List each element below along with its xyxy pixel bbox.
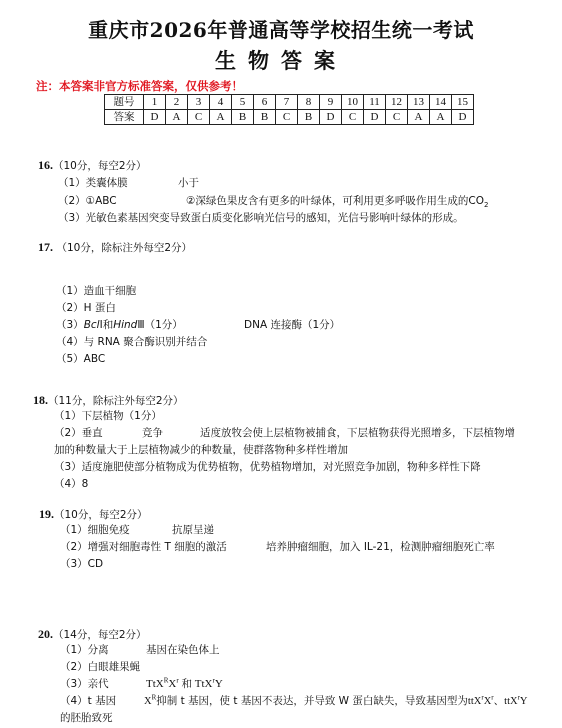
q20-number: 20. — [38, 627, 53, 641]
q19-answer1a: （1）细胞免疫 — [60, 524, 130, 536]
q16-answer1: （1）类囊体膜 — [58, 177, 128, 189]
answer-cell: C — [188, 110, 210, 125]
q16-answer2b-text: ②深绿色果皮含有更多的叶绿体，可利用更多呼吸作用生成的 — [186, 195, 469, 207]
q18-line2 — [54, 425, 515, 441]
question-number-row — [105, 95, 474, 110]
qnum-cell: 11 — [364, 95, 386, 110]
answer-cell: C — [386, 110, 408, 125]
q19-line1 — [60, 522, 214, 538]
parent-genotypes — [146, 676, 223, 692]
answer-cell: B — [232, 110, 254, 125]
answer-cell: D — [364, 110, 386, 125]
answer-cell: A — [210, 110, 232, 125]
q20-answer4a: （4）t 基因 — [60, 695, 117, 707]
q19-answer2a: （2）增强对细胞毒性 T 细胞的激活 — [60, 541, 227, 553]
answer-cell: A — [408, 110, 430, 125]
answer-cell: D — [144, 110, 166, 125]
q16-answer1b: 小于 — [178, 177, 199, 189]
q20-line4 — [60, 693, 528, 709]
q18-line1: （1）下层植物（1分） — [54, 410, 162, 422]
answer-cell: C — [276, 110, 298, 125]
unofficial-notice: 注：本答案非官方标准答案，仅供参考！ — [36, 79, 243, 93]
answer-subtitle: 生物答案 — [215, 48, 347, 73]
co2-subscript: 2 — [484, 201, 489, 210]
q18-note: （11分，除标注外每空2分） — [48, 395, 184, 407]
q16-header — [38, 157, 147, 174]
q16-answer2a: （2）①ABC — [58, 195, 117, 207]
q16-line1 — [58, 175, 199, 191]
q18-answer2c: 适度放牧会使上层植物被捕食，下层植物获得光照增多，下层植物增 — [200, 427, 515, 439]
answer-cell: B — [298, 110, 320, 125]
answer-cell: C — [342, 110, 364, 125]
q18-answer2b: 竞争 — [142, 427, 163, 439]
q18-line3: （3）适度施肥使部分植物成为优势植物，优势植物增加，对光照竞争加剧，物种多样性下降 — [54, 461, 481, 473]
q20-line3 — [60, 676, 223, 692]
co2-formula — [468, 195, 489, 210]
answer-cell: A — [166, 110, 188, 125]
q19-answer1b: 抗原呈递 — [172, 524, 214, 536]
q17-line1: （1）造血干细胞 — [56, 285, 137, 297]
qnum-cell: 15 — [452, 95, 474, 110]
q19-line2 — [60, 539, 495, 555]
genotype-separator: 、 — [493, 695, 505, 707]
q20-answer4-text: 抑制 t 基因，使 t 基因不表达，并导致 W 蛋白缺失，导致基因型为 — [156, 695, 468, 707]
q17-line3 — [56, 317, 341, 333]
co2-co: CO — [468, 195, 485, 207]
q16-answer2b — [186, 193, 489, 209]
answer-cell: D — [452, 110, 474, 125]
qnum-cell: 7 — [276, 95, 298, 110]
qnum-cell: 6 — [254, 95, 276, 110]
answer-cell: A — [430, 110, 452, 125]
q19-answer2b: 培养肿瘤细胞，加入 IL-21，检测肿瘤细胞死亡率 — [266, 541, 495, 553]
q17-answer3-score: Ⅲ（1分） — [137, 319, 183, 331]
q17-line5: （5）ABC — [56, 353, 106, 365]
q17-line2: （2）H 蛋白 — [56, 302, 116, 314]
q19-number: 19. — [39, 507, 54, 521]
row-label-numbers: 题号 — [105, 95, 144, 110]
q17-number: 17. — [38, 240, 53, 254]
lethal-genotype-1: $ttX^rX^r$ — [467, 693, 494, 707]
q20-answer3a: （3）亲代 — [60, 678, 109, 690]
q16-line3: （3）光敏色素基因突变导致蛋白质变化影响光信号的感知，光信号影响叶绿体的形成。 — [58, 212, 464, 224]
q17-answer3-and: Ⅰ和 — [99, 319, 114, 331]
q17-note: （10分，除标注外每空2分） — [56, 242, 193, 254]
q20-line1 — [60, 642, 220, 658]
q20-answer4b — [144, 693, 528, 710]
q18-header — [33, 392, 184, 409]
enzyme-hind: Hind — [113, 319, 138, 331]
qnum-cell: 14 — [430, 95, 452, 110]
answer-key-table — [104, 94, 474, 125]
q20-answer1b: 基因在染色体上 — [146, 644, 220, 656]
qnum-cell: 1 — [144, 95, 166, 110]
q19-note: （10分，每空2分） — [54, 509, 148, 521]
q17-answer3-ligase: DNA 连接酶（1分） — [244, 319, 341, 331]
q17-line4: （4）与 RNA 聚合酶识别并结合 — [56, 336, 208, 348]
qnum-cell: 8 — [298, 95, 320, 110]
q17-header — [38, 239, 192, 256]
exam-title: 重庆市2026年普通高等学校招生统一考试 — [88, 18, 474, 42]
q16-line2 — [58, 193, 489, 210]
allele-xr: $X^R$ — [144, 693, 157, 707]
q19-line3: （3）CD — [60, 558, 104, 570]
qnum-cell: 3 — [188, 95, 210, 110]
qnum-cell: 12 — [386, 95, 408, 110]
q20-note: （14分，每空2分） — [53, 629, 147, 641]
qnum-cell: 13 — [408, 95, 430, 110]
q18-line4: （4）8 — [54, 478, 89, 490]
qnum-cell: 5 — [232, 95, 254, 110]
genotype-and: 和 — [181, 678, 192, 690]
row-label-answers: 答案 — [105, 110, 144, 125]
qnum-cell: 9 — [320, 95, 342, 110]
enzyme-bcl: Bcl — [83, 319, 100, 331]
answer-cell: B — [254, 110, 276, 125]
q17-answer3-prefix: （3） — [56, 319, 84, 331]
q19-header — [39, 506, 148, 523]
q20-header — [38, 626, 147, 643]
genotype-male: TtX$^r$Y — [194, 676, 223, 690]
q20-answer1a: （1）分离 — [60, 644, 109, 656]
answer-cell: D — [320, 110, 342, 125]
qnum-cell: 2 — [166, 95, 188, 110]
lethal-genotype-2: ttX$^r$Y — [504, 693, 528, 707]
q20-line4-cont: 的胚胎致死 — [60, 712, 113, 724]
qnum-cell: 4 — [210, 95, 232, 110]
genotype-female: $TtX^RX^r$ — [146, 676, 179, 690]
q16-note: （10分，每空2分） — [53, 160, 147, 172]
answer-row — [105, 110, 474, 125]
q16-number: 16. — [38, 158, 53, 172]
q20-line2: （2）白眼雄果蝇 — [60, 661, 141, 673]
qnum-cell: 10 — [342, 95, 364, 110]
q18-number: 18. — [33, 393, 48, 407]
q18-line2-cont: 加的种数量大于上层植物减少的种数量，使群落物种多样性增加 — [54, 444, 348, 456]
q18-answer2a: （2）垂直 — [54, 427, 103, 439]
